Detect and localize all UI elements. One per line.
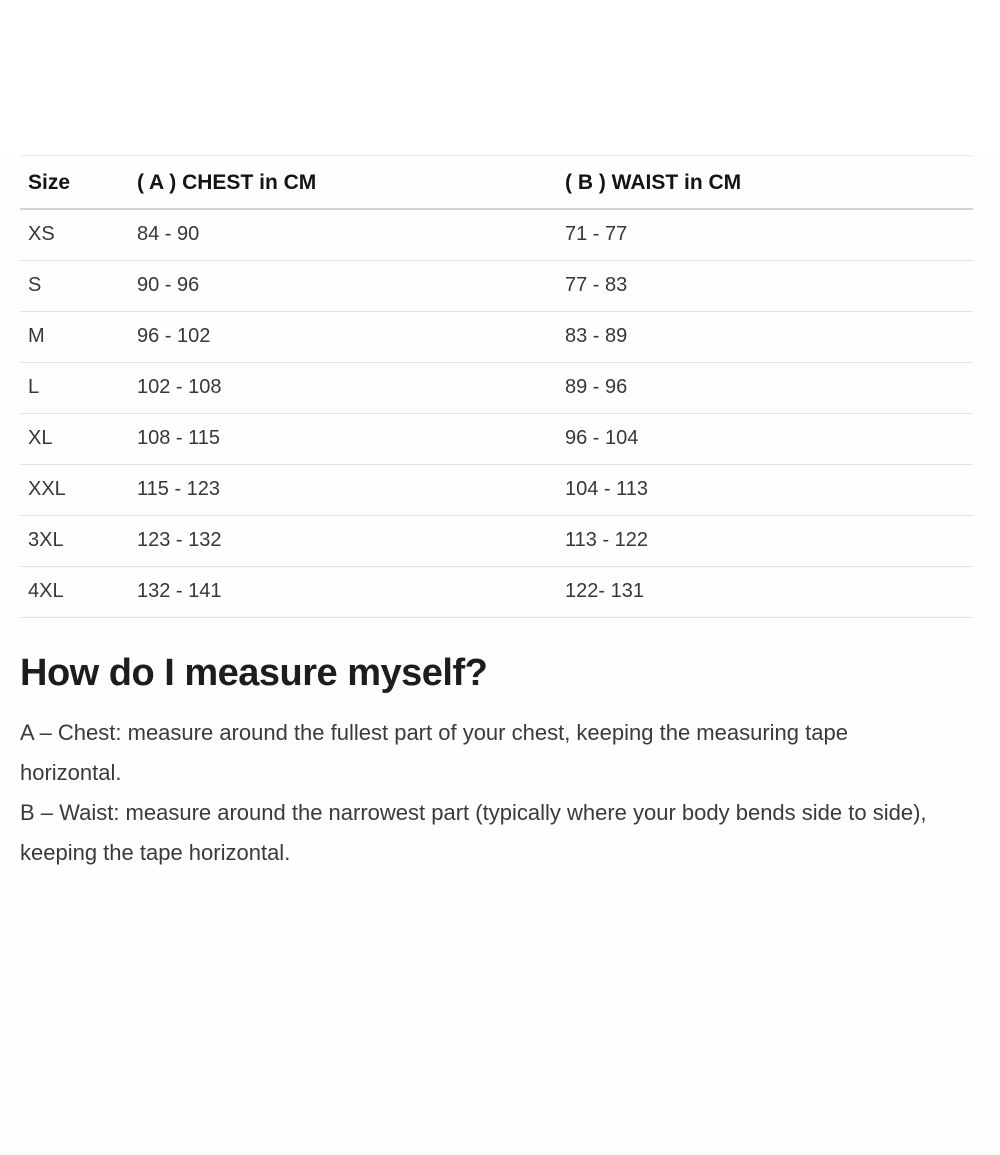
table-row [20, 465, 973, 516]
chest-cell: 96 - 102 [129, 312, 557, 363]
size-cell: M [20, 312, 129, 363]
waist-cell: 113 - 122 [557, 516, 973, 567]
table-header-row [20, 156, 973, 210]
waist-cell: 96 - 104 [557, 414, 973, 465]
col-header-chest: ( A ) CHEST in CM [129, 156, 557, 210]
waist-cell: 122- 131 [557, 567, 973, 618]
col-header-waist: ( B ) WAIST in CM [557, 156, 973, 210]
waist-cell: 71 - 77 [557, 209, 973, 261]
size-chart-table [20, 155, 973, 618]
table-row [20, 209, 973, 261]
chest-cell: 84 - 90 [129, 209, 557, 261]
chest-cell: 123 - 132 [129, 516, 557, 567]
table-body [20, 209, 973, 618]
size-cell: 3XL [20, 516, 129, 567]
size-cell: XXL [20, 465, 129, 516]
chest-cell: 115 - 123 [129, 465, 557, 516]
table-row [20, 312, 973, 363]
table-row [20, 414, 973, 465]
waist-cell: 77 - 83 [557, 261, 973, 312]
col-header-size: Size [20, 156, 129, 210]
chest-cell: 90 - 96 [129, 261, 557, 312]
chest-cell: 108 - 115 [129, 414, 557, 465]
size-cell: XS [20, 209, 129, 261]
size-cell: S [20, 261, 129, 312]
table-row [20, 261, 973, 312]
waist-instruction: B – Waist: measure around the narrowest part (typically where your body bends side to side), keeping the tape horizontal. [20, 800, 927, 865]
size-guide-page [0, 155, 1000, 1155]
measure-heading: How do I measure myself? [20, 652, 488, 694]
waist-cell: 89 - 96 [557, 363, 973, 414]
chest-cell: 132 - 141 [129, 567, 557, 618]
waist-cell: 83 - 89 [557, 312, 973, 363]
table-row [20, 516, 973, 567]
size-cell: 4XL [20, 567, 129, 618]
waist-cell: 104 - 113 [557, 465, 973, 516]
table-row [20, 567, 973, 618]
chest-cell: 102 - 108 [129, 363, 557, 414]
size-cell: L [20, 363, 129, 414]
size-cell: XL [20, 414, 129, 465]
table-row [20, 363, 973, 414]
chest-instruction: A – Chest: measure around the fullest part of your chest, keeping the measuring tape horizontal. [20, 720, 848, 785]
